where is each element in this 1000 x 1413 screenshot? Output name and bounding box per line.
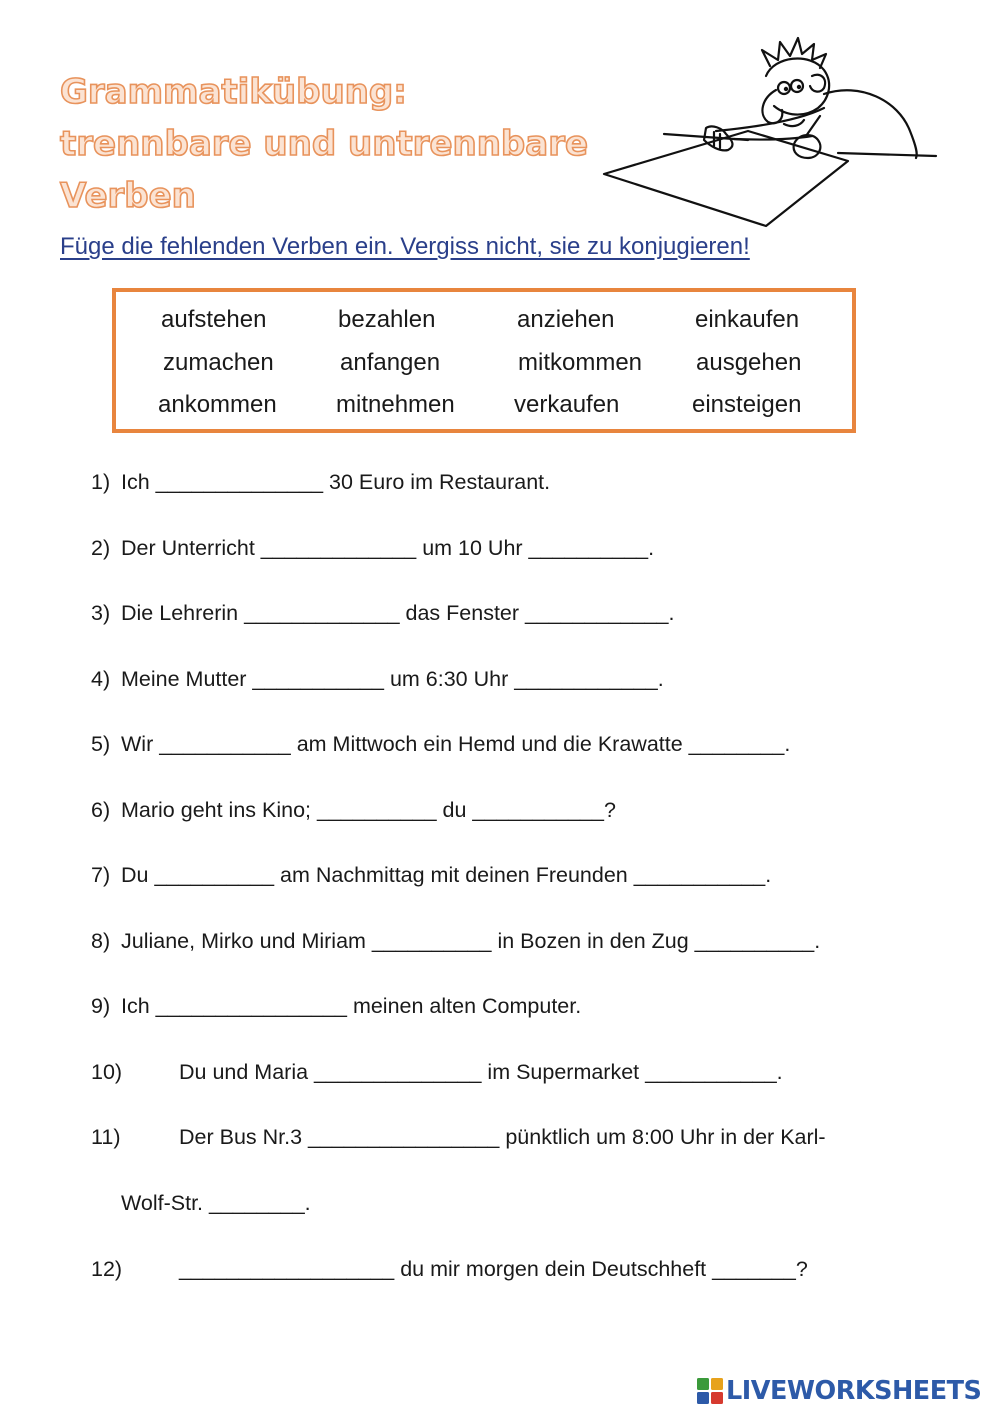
exercise-sentence: Die Lehrerin _____________ das Fenster ____________. <box>121 601 675 625</box>
word-bank-item: aufstehen <box>161 306 267 333</box>
instruction-text: Füge die fehlenden Verben ein. Vergiss nicht, sie zu konjugieren! <box>60 233 750 260</box>
exercise-continuation: Wolf-Str. ________. <box>121 1191 311 1215</box>
title-line-3: Verben <box>60 176 196 216</box>
exercise-number: 10) <box>91 1060 123 1084</box>
exercise-sentence: Du und Maria ______________ im Supermarket ___________. <box>179 1060 783 1084</box>
title-line-1: Grammatikübung: <box>60 72 407 112</box>
exercise-item <box>91 929 820 954</box>
writing-man-illustration <box>598 36 940 232</box>
word-bank-item: verkaufen <box>514 391 620 418</box>
liveworksheets-wordmark: LIVEWORKSHEETS <box>726 1376 982 1406</box>
exercise-item <box>91 732 790 757</box>
exercise-sentence: Mario geht ins Kino; __________ du ___________? <box>121 798 616 822</box>
word-bank-item: mitnehmen <box>336 391 455 418</box>
exercise-number: 1) <box>91 470 111 494</box>
exercise-number: 8) <box>91 929 111 953</box>
exercise-sentence: Meine Mutter ___________ um 6:30 Uhr ____________. <box>121 667 664 691</box>
word-bank-item: einkaufen <box>695 306 800 333</box>
exercise-number: 4) <box>91 667 111 691</box>
exercise-sentence: Der Unterricht _____________ um 10 Uhr __________. <box>121 536 655 560</box>
exercise-number: 11) <box>91 1125 121 1149</box>
exercise-number: 5) <box>91 732 111 756</box>
liveworksheets-branding <box>697 1374 981 1408</box>
word-bank-item: ausgehen <box>696 349 802 376</box>
exercise-item <box>91 863 771 888</box>
exercise-sentence: __________________ du mir morgen dein Deutschheft _______? <box>179 1257 808 1281</box>
exercise-item <box>91 536 654 561</box>
word-bank-item: zumachen <box>163 349 274 376</box>
word-bank-item: anfangen <box>340 349 441 376</box>
word-bank <box>112 288 856 433</box>
exercise-sentence: Juliane, Mirko und Miriam __________ in Bozen in den Zug __________. <box>121 929 821 953</box>
exercise-item <box>91 1257 808 1282</box>
exercise-sentence: Wir ___________ am Mittwoch ein Hemd und die Krawatte ________. <box>121 732 791 756</box>
exercise-number: 12) <box>91 1257 123 1281</box>
exercise-number: 9) <box>91 994 111 1018</box>
exercise-sentence: Ich ________________ meinen alten Computer. <box>121 994 582 1018</box>
exercise-sentence: Du __________ am Nachmittag mit deinen Freunden ___________. <box>121 863 772 887</box>
word-bank-item: mitkommen <box>518 349 643 376</box>
exercise-sentence: Der Bus Nr.3 ________________ pünktlich um 8:00 Uhr in der Karl- <box>179 1125 826 1149</box>
exercise-item <box>91 994 581 1019</box>
word-bank-item: bezahlen <box>338 306 436 333</box>
liveworksheets-logo-icon <box>697 1378 723 1404</box>
worksheet-title <box>60 66 588 222</box>
exercise-item <box>91 601 674 626</box>
exercise-item <box>91 1060 783 1085</box>
exercise-number: 6) <box>91 798 111 822</box>
exercise-number: 2) <box>91 536 111 560</box>
exercise-item <box>91 798 616 823</box>
word-bank-item: anziehen <box>517 306 615 333</box>
title-line-2: trennbare und untrennbare <box>60 124 589 164</box>
exercise-number: 3) <box>91 601 111 625</box>
word-bank-item: einsteigen <box>692 391 802 418</box>
exercise-number: 7) <box>91 863 111 887</box>
exercise-item <box>91 470 550 495</box>
exercise-sentence: Ich ______________ 30 Euro im Restaurant. <box>121 470 551 494</box>
word-bank-item: ankommen <box>158 391 277 418</box>
exercise-item <box>91 1125 826 1150</box>
exercise-item <box>91 667 664 692</box>
